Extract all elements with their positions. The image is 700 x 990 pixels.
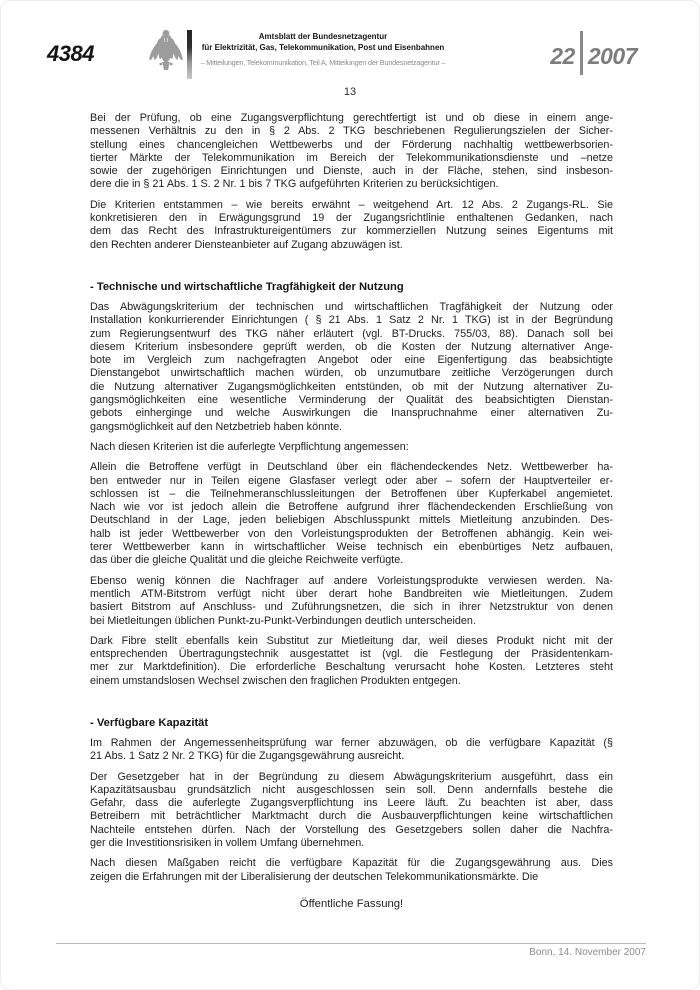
federal-eagle-icon [149,28,183,72]
text-line: das über die gleiche Qualität und die gleiche Reichweite verfügte. [90,554,404,567]
text-line: mentlich ATM-Bitstrom verfügt nicht über derart hohe Bandbreiten wie Mietleitungen. Zudem [90,587,613,600]
text-line: ben entweder nur in Teilen eigene Glasfaser verlegt oder aber – sofern der Hauptverteiler er- [90,474,613,487]
text-line: Das Abwägungskriterium der technischen und wirtschaftlichen Tragfähigkeit der Nutzung oder [90,300,613,313]
text-line: konkretisieren den in Erwägungsgrund 19 der Zugangsrichtlinie enthaltenen Gedanken, nach [90,212,613,225]
text-line: dem das Recht des Infrastruktureigentümers zur kommerziellen Nutzung seines Eigentums mit [90,225,613,238]
text-line: bote im Vergleich zum nachgefragten Angebot oder eine Eigenfertigung das beabsichtigte [90,354,613,367]
text-line: Allein die Betroffene verfügt in Deutschland über ein flächendeckendes Netz. Wettbewerber ha- [90,461,613,474]
text-line: stellung eines chancengleichen Wettbewerbs und der Förderung nachhaltig wettbewerbsorien- [90,138,613,151]
text-line: halb ist jeder Wettbewerber von den Vorleistungsprodukten der Betroffenen abhängig. Kein wei- [90,527,613,540]
text-line: Deutschland in der Lage, jeden beliebigen Abschlusspunkt mittels Mietleitung anzubinden. Des- [90,514,613,527]
paragraph [90,301,613,434]
text-line: messenen Verhältnis zu den in § 2 Abs. 2 TKG beschriebenen Regulierungszielen der Sicher- [90,125,613,138]
text-blocks [90,112,613,884]
text-line: Dark Fibre stellt ebenfalls kein Substitut zur Mietleitung dar, weil dieses Produkt nicht mit der [90,634,613,647]
text-line: die Nutzung alternativer Zugangsmöglichkeiten entstünden, ob mit der Nutzung alternativer Zu- [90,380,613,393]
text-line: Kapazitätsausbau grundsätzlich nicht ausgeschlossen sein soll. Denn andernfalls bestehe die [90,783,613,796]
issue-number: 22 [550,43,575,70]
text-line: sowie der zugehörigen Einrichtungen und Dienste, auch in der Fläche, stehen, sind insbeson- [90,165,613,178]
text-line: basiert Bitstrom auf Anschluss- und Zuführungsnetzen, die sich in ihrer Netzstruktur von denen [90,601,613,614]
document-body [90,112,613,910]
text-line: gebots einherginge und welche Auswirkungen die Inanspruchnahme einer alternativen Zu- [90,407,613,420]
section-heading: - Technische und wirtschaftliche Tragfähigkeit der Nutzung [90,280,404,293]
text-line: dere die in § 21 Abs. 1 S. 2 Nr. 1 bis 7 TKG aufgeführten Kriterien zu berücksichtigen. [90,178,499,191]
text-line: Nach wie vor ist jedoch allein die Betroffene aufgrund ihrer flächendeckenden Erschließung von [90,501,613,514]
issue-badge [550,31,637,75]
text-line: gangsmöglichkeit auf den Netzbetrieb haben könnte. [90,420,343,433]
text-line: Nach diesen Kriterien ist die auferlegte Verpflichtung angemessen: [90,440,409,453]
paragraph [90,199,613,252]
text-line: zeigen die Erfahrungen mit der Liberalisierung der deutschen Telekommunikationsmärkte. Die [90,870,539,883]
text-line: Nach diesen Maßgaben reicht die verfügbare Kapazität für die Zugangsgewährung aus. Dies [90,857,613,870]
text-line: Ebenso wenig können die Nachfrager auf andere Vorleistungsprodukte verwiesen werden. Na- [90,574,613,587]
text-line: Die Kriterien entstammen – wie bereits erwähnt – weitgehend Art. 12 Abs. 2 Zugangs-RL. Sie [90,198,613,211]
text-line: 21 Abs. 1 Satz 2 Nr. 2 TKG) für die Zugangsgewährung ausreicht. [90,750,405,763]
running-page-number: 4384 [47,41,94,66]
header-divider-bar [187,30,192,79]
page-number-center: 13 [343,86,357,98]
paragraph [90,112,613,192]
text-line: tierter Märkte der Telekommunikation im Bereich der Telekommunikationsdienste und –netze [90,151,613,164]
text-line: gangsmöglichkeiten eine wesentliche Verminderung der Qualität des beabsichtigten Dienstan- [90,394,613,407]
masthead-subtitle: – Mitteilungen, Telekommunikation, Teil A, Mitteilungen der Bundesnetzagentur – [200,58,446,67]
text-line: Dienstangebot unwirtschaftlich machen würden, ob unzumutbare zeitliche Verzögerungen durch [90,367,613,380]
text-line: Bei der Prüfung, ob eine Zugangsverpflichtung gerechtfertigt ist und ob diese in einem ange- [90,112,613,124]
page-footer [56,943,646,958]
issue-separator-bar [580,31,583,75]
text-line: Betreibern mit beträchtlicher Marktmacht durch die Ausbauverpflichtungen keine wirtschaftlichen [90,810,613,823]
paragraph [90,771,613,851]
paragraph [90,857,613,884]
text-line: terer Wettbewerber kann in wirtschaftlicher Weise technisch ein ebenbürtiges Netz aufbauen, [90,541,613,554]
text-line: diesem Kriterium insbesondere geprüft werden, ob die Kosten der Nutzung alternativer Ange- [90,340,613,353]
paragraph [90,461,613,567]
text-line: schlossen ist – die Teilnehmeranschlussleitungen der Betroffenen über Kupferkabel angemietet. [90,487,613,500]
paragraph [90,575,613,628]
text-line: Der Gesetzgeber hat in der Begründung zu diesem Abwägungskriterium ausgeführt, dass ein [90,770,613,783]
text-line: den Rechten anderer Diensteanbieter auf Zugang abzuwägen ist. [90,238,403,251]
text-line: Im Rahmen der Angemessenheitsprüfung war ferner abzuwägen, ob die verfügbare Kapazität (§ [90,736,613,749]
text-line: entsprechenden Übertragungstechnik ausgestattet ist (vgl. die Festlegung der Präsidentenkam- [90,648,613,661]
footer-place-date: Bonn, 14. November 2007 [529,947,646,958]
text-line: ger die Investitionsrisiken in vollem Umfang übernehmen. [90,837,365,850]
paragraph [90,441,613,454]
text-line: Installation konkurrierender Einrichtungen ( § 21 Abs. 1 Satz 2 Nr. 1 TKG) ist in der Begründung [90,314,613,327]
text-line: zum Regierungsentwurf des TKG näher erläutert (vgl. BT-Drucks. 755/03, 88). Danach soll bei [90,327,613,340]
text-line: mer zur Marktdefinition). Die erforderliche Beschaltung verursacht hohe Kosten. Letzteres steht [90,661,613,674]
masthead-title-line1: Amtsblatt der Bundesnetzagentur [258,32,388,41]
masthead [193,31,453,67]
masthead-title-line2: für Elektrizität, Gas, Telekommunikation, Post und Eisenbahnen [201,43,445,52]
paragraph [90,737,613,764]
text-line: Nachteile entstehen dürfen. Nach der Vorstellung des Gesetzgebers sollen daher die Nachfra- [90,823,613,836]
section-heading: - Verfügbare Kapazität [90,716,209,729]
text-line: einem umstandslosen Wechsel zwischen den fraglichen Produkten entgegen. [90,674,461,687]
issue-year: 2007 [587,43,637,70]
paragraph [90,635,613,688]
public-version-notice: Öffentliche Fassung! [299,897,404,910]
text-line: bei Mietleitungen üblichen Punkt-zu-Punkt-Verbindungen deutlich unterscheiden. [90,614,476,627]
text-line: Gefahr, dass die auferlegte Zugangsverpflichtung ins Leere läuft. Zu beachten ist aber, dass [90,797,613,810]
